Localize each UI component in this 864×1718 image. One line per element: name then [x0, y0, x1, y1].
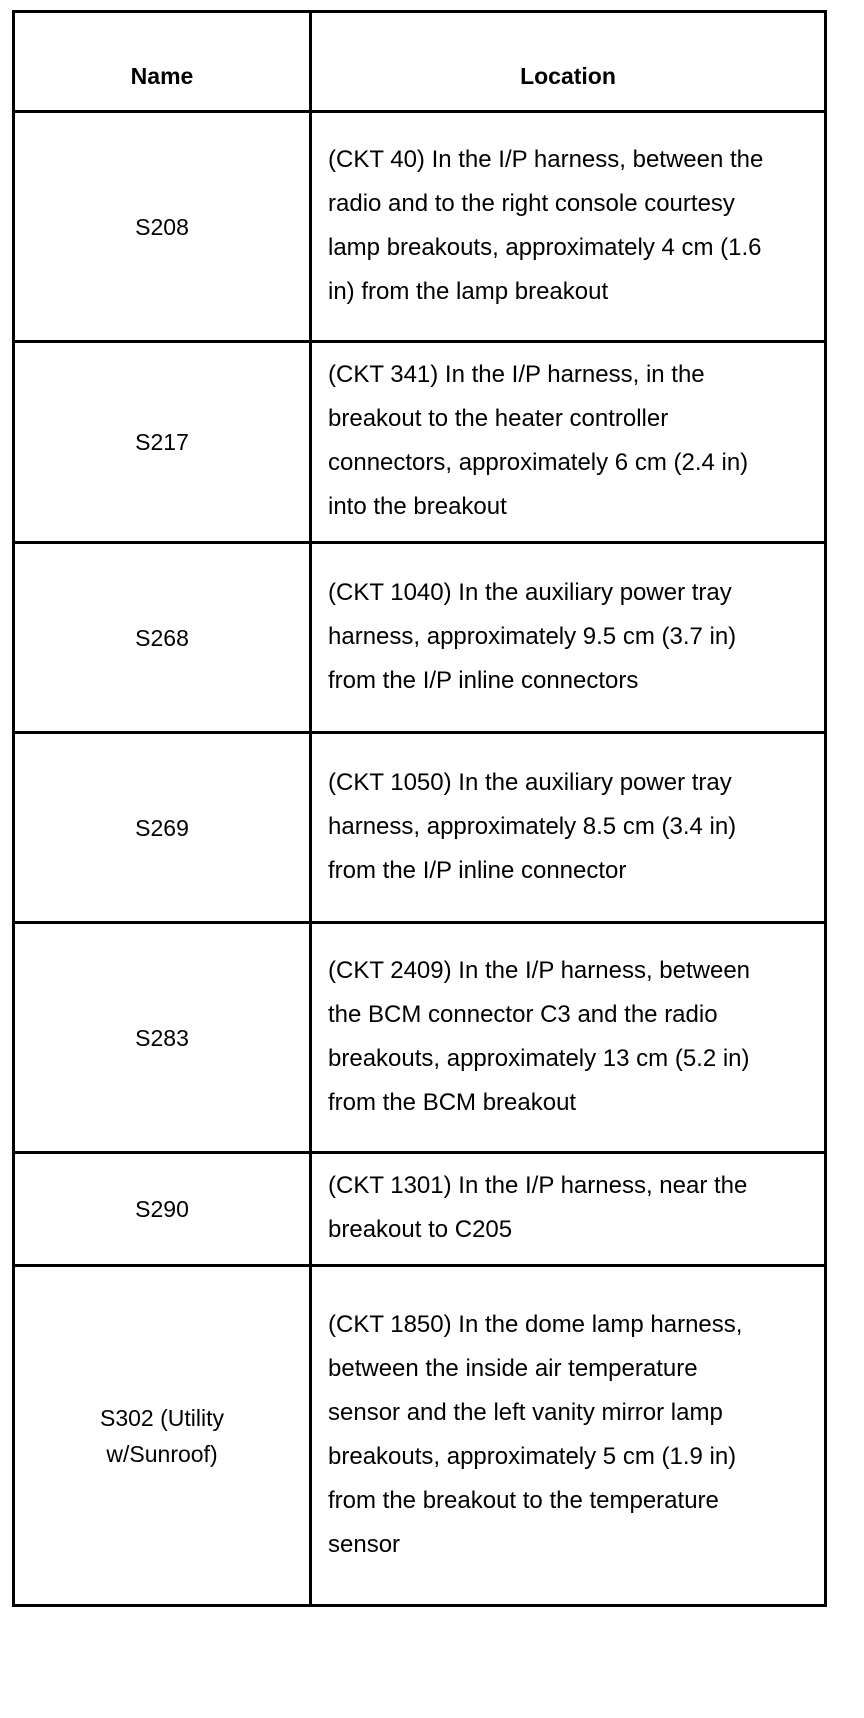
- splice-name: S217: [14, 342, 311, 543]
- splice-location: (CKT 2409) In the I/P harness, between the BCM connector C3 and the radio breakouts, approximately 13 cm (5.2 in) from the BCM breakout: [311, 923, 826, 1153]
- splice-location: (CKT 1050) In the auxiliary power tray harness, approximately 8.5 cm (3.4 in) from the I/P inline connector: [311, 733, 826, 923]
- splice-name: S283: [14, 923, 311, 1153]
- splice-name: S302 (Utility w/Sunroof): [14, 1266, 311, 1606]
- table-row: [14, 543, 826, 733]
- splice-location: (CKT 40) In the I/P harness, between the radio and to the right console courtesy lamp breakouts, approximately 4 cm (1.6 in) from the lamp breakout: [311, 112, 826, 342]
- table-header-row: [14, 12, 826, 112]
- table-row: [14, 342, 826, 543]
- column-header-name: Name: [14, 12, 311, 112]
- splice-location: (CKT 1301) In the I/P harness, near the breakout to C205: [311, 1153, 826, 1266]
- table-row: [14, 1266, 826, 1606]
- table-row: [14, 923, 826, 1153]
- table-row: [14, 1153, 826, 1266]
- splice-location: (CKT 1040) In the auxiliary power tray harness, approximately 9.5 cm (3.7 in) from the I/P inline connectors: [311, 543, 826, 733]
- table-row: [14, 733, 826, 923]
- splice-location-table: [12, 10, 827, 1607]
- column-header-location: Location: [311, 12, 826, 112]
- splice-location: (CKT 1850) In the dome lamp harness, between the inside air temperature sensor and the left vanity mirror lamp breakouts, approximately 5 cm (1.9 in) from the breakout to the temperature sensor: [311, 1266, 826, 1606]
- table-row: [14, 112, 826, 342]
- splice-name: S208: [14, 112, 311, 342]
- splice-name: S290: [14, 1153, 311, 1266]
- splice-name: S269: [14, 733, 311, 923]
- splice-name: S268: [14, 543, 311, 733]
- splice-location: (CKT 341) In the I/P harness, in the breakout to the heater controller connectors, approximately 6 cm (2.4 in) into the breakout: [311, 342, 826, 543]
